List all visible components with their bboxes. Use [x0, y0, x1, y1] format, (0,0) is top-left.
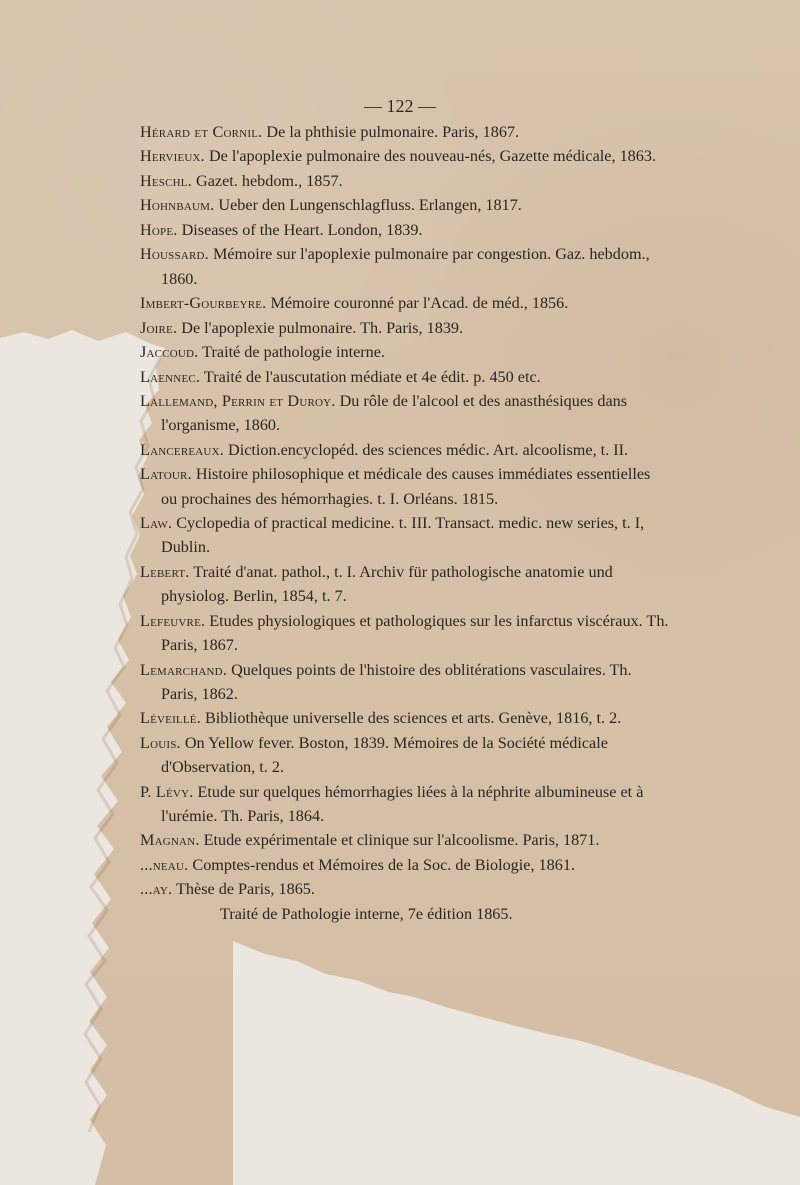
author-name: Imbert-Gourbeyre.: [140, 294, 267, 313]
bibliography-entry: [140, 511, 670, 560]
entry-text: Thèse de Paris, 1865.: [176, 880, 315, 899]
author-name: Hope.: [140, 220, 178, 239]
bibliography-entry: [140, 193, 670, 217]
author-name: Jaccoud.: [140, 343, 199, 362]
bibliography-entry: [140, 218, 670, 242]
author-name: Hohnbaum.: [140, 196, 215, 215]
entry-text: Bibliothèque universelle des sciences et arts. Genève, 1816, t. 2.: [205, 709, 622, 728]
bibliography-entry: [140, 438, 670, 462]
bibliography-entry: [140, 340, 670, 364]
bibliography-entry: [140, 389, 670, 438]
bibliography-entry: [140, 144, 670, 168]
entry-text: Gazet. hebdom., 1857.: [196, 171, 343, 190]
bibliography-trailing-line: Traité de Pathologie interne, 7e édition 1865.: [220, 904, 513, 923]
author-name: Houssard.: [140, 245, 209, 264]
entry-text: Du rôle de l'alcool et des anasthésiques dans l'organisme, 1860.: [161, 392, 628, 435]
entry-text: De l'apoplexie pulmonaire. Th. Paris, 1839.: [181, 318, 464, 337]
author-name: Louis.: [140, 733, 181, 752]
author-name: Joire.: [140, 318, 178, 337]
entry-text: Diction.encyclopéd. des sciences médic. Art. alcoolisme, t. II.: [228, 440, 629, 459]
entry-text: Diseases of the Heart. London, 1839.: [181, 220, 423, 239]
bibliography-entry: [140, 316, 670, 340]
bibliography-entry: [140, 877, 670, 901]
author-name: Lallemand, Perrin et Duroy.: [140, 392, 336, 411]
entry-text: De l'apoplexie pulmonaire des nouveau-nés, Gazette médicale, 1863.: [208, 147, 656, 166]
author-name: Law.: [140, 514, 173, 533]
entry-text: Mémoire couronné par l'Acad. de méd., 1856.: [270, 294, 569, 313]
author-name: Heschl.: [140, 171, 192, 190]
author-name: ...neau.: [140, 855, 189, 874]
bibliography-entry: [140, 462, 670, 511]
author-name: Hérard et Cornil.: [140, 123, 263, 141]
bibliography-entry: [140, 560, 670, 609]
bibliography-entry: [140, 609, 670, 658]
entry-text: Cyclopedia of practical medicine. t. III. Transact. medic. new series, t. I, Dublin.: [161, 514, 645, 557]
author-name: Latour.: [140, 465, 192, 484]
entry-text: Comptes-rendus et Mémoires de la Soc. de Biologie, 1861.: [192, 855, 575, 874]
entry-text: Mémoire sur l'apoplexie pulmonaire par congestion. Gaz. hebdom., 1860.: [161, 245, 650, 288]
author-name: Lancereaux.: [140, 440, 224, 459]
entry-text: De la phthisie pulmonaire. Paris, 1867.: [266, 123, 520, 141]
bibliography-entry: [140, 120, 670, 144]
bibliography-entry: [140, 853, 670, 877]
author-name: Lefeuvre.: [140, 611, 206, 630]
author-name: Léveillé.: [140, 709, 201, 728]
bibliography-entry: [140, 731, 670, 780]
author-name: ...ay.: [140, 880, 173, 899]
author-name: Lemarchand.: [140, 660, 228, 679]
bibliography-entry: [140, 242, 670, 291]
bibliography-list: [140, 120, 670, 926]
bibliography-entry: [140, 291, 670, 315]
page-number: — 122 —: [364, 96, 436, 116]
entry-text: Etude expérimentale et clinique sur l'alcoolisme. Paris, 1871.: [203, 831, 600, 850]
entry-text: Traité d'anat. pathol., t. I. Archiv für pathologische anatomie und physiolog. Berlin, 1854, t. 7.: [161, 562, 613, 606]
author-name: Magnan.: [140, 831, 200, 850]
bibliography-entry: [140, 365, 670, 389]
entry-text: Etude sur quelques hémorrhagies liées à la néphrite albumineuse et à l'urémie. Th. Paris, 1864.: [161, 782, 644, 825]
bibliography-entry: [140, 780, 670, 829]
entry-text: On Yellow fever. Boston, 1839. Mémoires de la Société médicale d'Observation, t. 2.: [161, 733, 608, 777]
author-name: Laennec.: [140, 367, 201, 386]
entry-text: Histoire philosophique et médicale des causes immédiates essentielles ou prochaines des hémorrhagies. t. I. Orléans. 1815.: [161, 465, 651, 508]
author-name: P. Lévy.: [140, 782, 194, 801]
entry-text: Etudes physiologiques et pathologiques sur les infarctus viscéraux. Th. Paris, 1867.: [161, 611, 669, 655]
entry-text: Quelques points de l'histoire des oblitérations vasculaires. Th. Paris, 1862.: [161, 660, 632, 703]
entry-text: Ueber den Lungenschlagfluss. Erlangen, 1817.: [218, 196, 522, 215]
author-name: Lebert.: [140, 562, 190, 581]
bibliography-entry: [140, 828, 670, 852]
bibliography-entry: [140, 658, 670, 707]
author-name: Hervieux.: [140, 147, 205, 166]
entry-text: Traité de l'auscutation médiate et 4e édit. p. 450 etc.: [203, 367, 541, 386]
bibliography-entry: [140, 706, 670, 730]
bibliography-entry: [140, 169, 670, 193]
entry-text: Traité de pathologie interne.: [202, 343, 385, 362]
